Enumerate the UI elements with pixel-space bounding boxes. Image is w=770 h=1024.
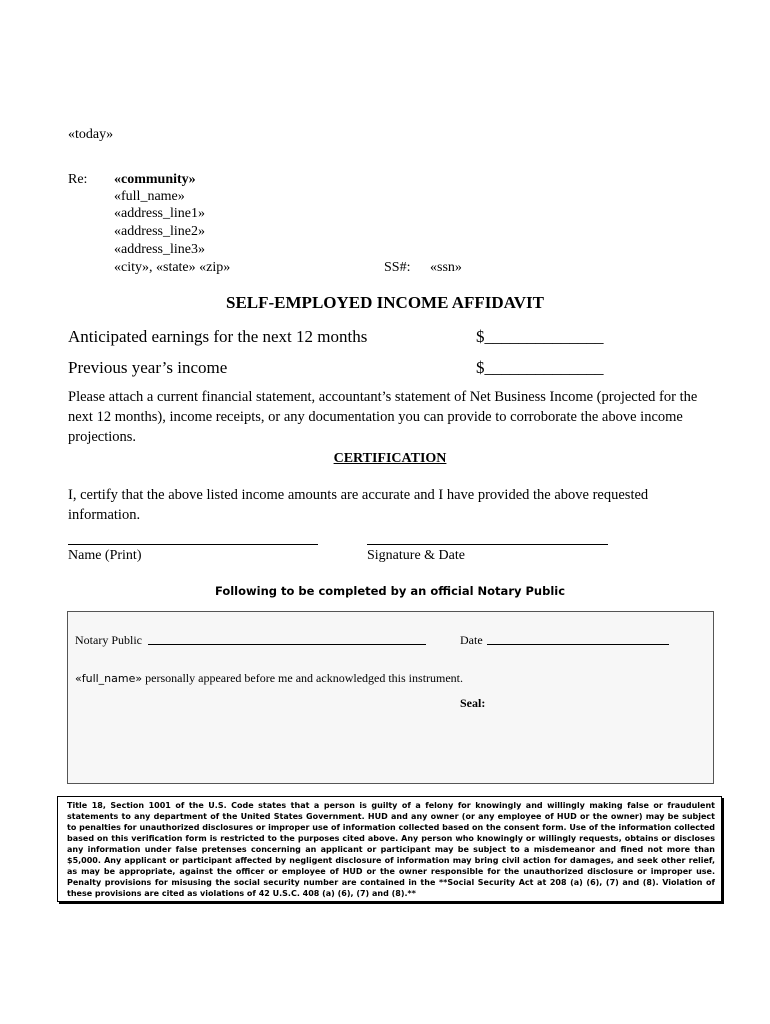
- address-line3-field: «address_line3»: [114, 242, 205, 257]
- notary-date-label: Date: [460, 633, 483, 647]
- date-merge-field: «today»: [68, 127, 114, 142]
- signature-date-label: Signature & Date: [367, 548, 465, 563]
- notary-heading: Following to be completed by an official Notary Public: [214, 584, 566, 598]
- re-label: Re:: [68, 172, 88, 187]
- name-signature-line[interactable]: [68, 544, 318, 545]
- city-state-zip-field: «city», «state» «zip»: [114, 260, 231, 275]
- seal-label: Seal:: [460, 696, 486, 710]
- notary-section: [67, 611, 714, 784]
- community-field: «community»: [114, 172, 196, 187]
- signature-date-line[interactable]: [367, 544, 608, 545]
- name-print-label: Name (Print): [68, 548, 142, 563]
- address-line2-field: «address_line2»: [114, 224, 205, 239]
- legal-disclaimer-box: [57, 796, 722, 902]
- page-title: SELF-EMPLOYED INCOME AFFIDAVIT: [226, 293, 544, 312]
- ssn-field: «ssn»: [430, 260, 462, 275]
- anticipated-earnings-label: Anticipated earnings for the next 12 months: [68, 327, 368, 346]
- previous-income-input[interactable]: $______________: [476, 358, 604, 377]
- previous-income-label: Previous year’s income: [68, 358, 228, 377]
- legal-disclaimer-text: Title 18, Section 1001 of the U.S. Code states that a person is guilty of a felony for knowingly and willingly making false or fraudulent statements to any department of the United States Government. HUD and any owner (or any employee of HUD or the owner) may be subject to penalties for unauthorized disclosures or improper use of information collected based on the consent form. Use of the information collected based on this verification form is restricted to the purposes cited above. Any person who knowingly or willingly requests, obtains or discloses any information under false pretenses concerning an applicant or participant may be subject to a misdemeanor and fined not more than $5,000. Any applicant or participant affected by negligent disclosure of information may bring civil action for damages, and seek other relief, as may be appropriate, against the officer or employee of HUD or the owner responsible for the unauthorized disclosure or improper use. Penalty provisions for misusing the social security number are contained in the **Social Security Act at 208 (a) (6), (7) and (8). Violation of these provisions are cited as violations of 42 U.S.C. 408 (a) (6), (7) and (8).**: [67, 801, 715, 898]
- certification-statement: I, certify that the above listed income amounts are accurate and I have provided the above requested information.: [68, 487, 649, 523]
- notary-date-line[interactable]: [487, 634, 669, 645]
- address-line1-field: «address_line1»: [114, 206, 205, 221]
- certification-heading: CERTIFICATION: [333, 451, 447, 466]
- notary-acknowledgement: [75, 671, 463, 686]
- instructions-paragraph: Please attach a current financial statement, accountant’s statement of Net Business Income (projected for the next 12 months), income receipts, or any documentation you can provide to corroborate the above income projections.: [68, 389, 698, 445]
- full-name-field: «full_name»: [114, 189, 185, 204]
- anticipated-earnings-input[interactable]: $______________: [476, 327, 604, 346]
- notary-appeared-text: personally appeared before me and acknowledged this instrument.: [145, 671, 464, 685]
- notary-public-line[interactable]: [148, 634, 426, 645]
- notary-public-label: Notary Public: [75, 633, 142, 647]
- notary-full-name-field: «full_name»: [75, 672, 143, 685]
- ssn-label: SS#:: [384, 260, 411, 275]
